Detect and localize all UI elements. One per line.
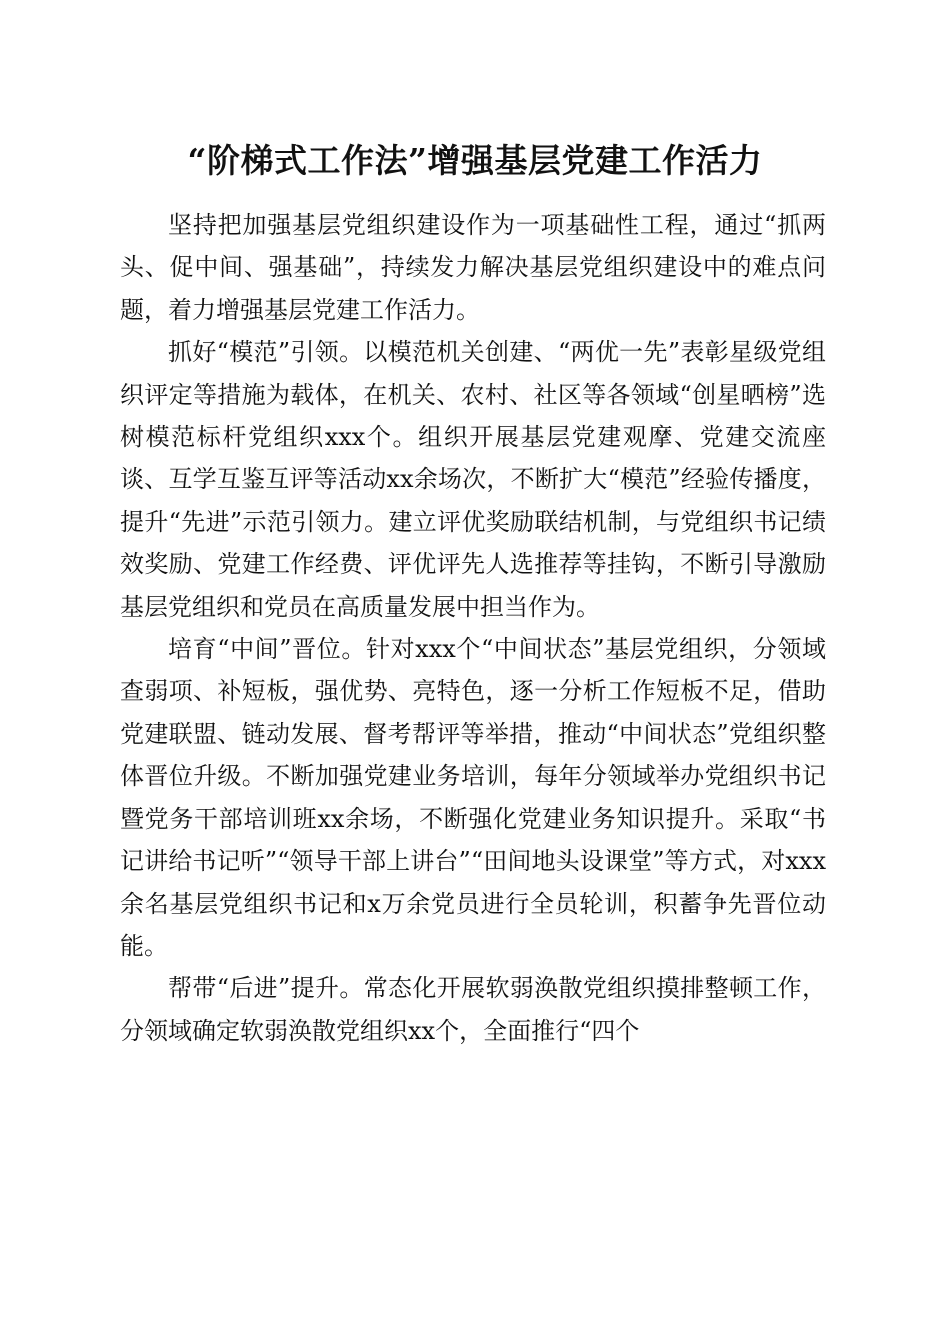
document-title: “阶梯式工作法”增强基层党建工作活力 [187,141,763,180]
intro-paragraph: 坚持把加强基层党组织建设作为一项基础性工程，通过“抓两头、促中间、强基础”，持续发力解决基层党组织建设中的难点问题，着力增强基层党建工作活力。 [120,211,826,324]
document-body [120,204,826,1052]
paragraph-model-leadership: 抓好“模范”引领。以模范机关创建、“两优一先”表彰星级党组织评定等措施为载体，在机关、农村、社区等各领域“创星晒榜”选树模范标杆党组织xxx个。组织开展基层党建观摩、党建交流座谈、互学互鉴互评等活动xx余场次，不断扩大“模范”经验传播度，提升“先进”示范引领力。建立评优奖励联结机制，与党组织书记绩效奖励、党建工作经费、评优评先人选推荐等挂钩，不断引导激励基层党组织和党员在高质量发展中担当作为。 [120,338,826,621]
paragraph-backward-improvement: 帮带“后进”提升。常态化开展软弱涣散党组织摸排整顿工作，分领域确定软弱涣散党组织xx个，全面推行“四个 [120,974,826,1045]
paragraph-middle-advancement: 培育“中间”晋位。针对xxx个“中间状态”基层党组织，分领域查弱项、补短板，强优势、亮特色，逐一分析工作短板不足，借助党建联盟、链动发展、督考帮评等举措，推动“中间状态”党组织整体晋位升级。不断加强党建业务培训，每年分领域举办党组织书记暨党务干部培训班xx余场，不断强化党建业务知识提升。采取“书记讲给书记听”“领导干部上讲台”“田间地头设课堂”等方式，对xxx余名基层党组织书记和x万余党员进行全员轮训，积蓄争先晋位动能。 [120,635,826,960]
